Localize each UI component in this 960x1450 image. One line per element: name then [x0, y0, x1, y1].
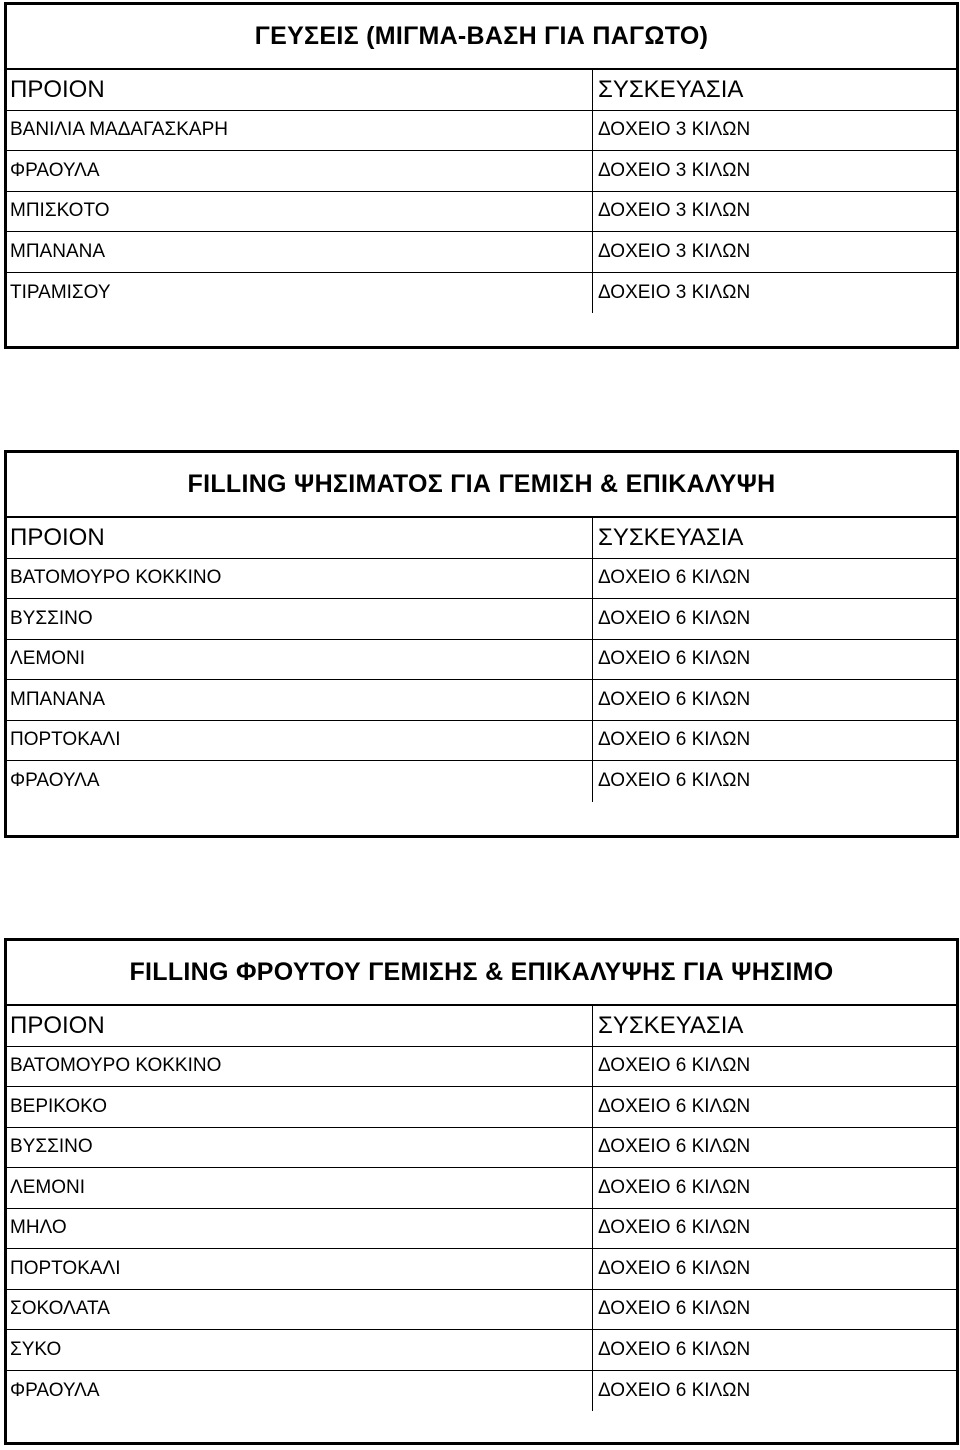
packaging-cell: ΔΟΧΕΙΟ 3 ΚΙΛΩΝ [598, 281, 751, 303]
table-row [7, 192, 956, 233]
packaging-cell: ΔΟΧΕΙΟ 6 ΚΙΛΩΝ [598, 607, 751, 629]
table-row [7, 1371, 956, 1412]
packaging-column-header: ΣΥΣΚΕΥΑΣΙΑ [598, 75, 744, 103]
table-row [7, 1087, 956, 1128]
table-row [7, 151, 956, 192]
product-table [7, 70, 956, 313]
packaging-cell: ΔΟΧΕΙΟ 6 ΚΙΛΩΝ [598, 1055, 751, 1077]
table-row [7, 1209, 956, 1250]
table-row [7, 1128, 956, 1169]
product-cell: ΜΠΑΝΑΝΑ [10, 240, 106, 262]
packaging-cell: ΔΟΧΕΙΟ 6 ΚΙΛΩΝ [598, 770, 751, 792]
product-cell: ΛΕΜΟΝΙ [10, 648, 85, 670]
table-row [7, 232, 956, 273]
column-divider [592, 70, 593, 313]
product-cell: ΤΙΡΑΜΙΣΟΥ [10, 281, 111, 303]
product-cell: ΒΥΣΣΙΝΟ [10, 1136, 93, 1158]
table-row [7, 1290, 956, 1331]
product-cell: ΦΡΑΟΥΛΑ [10, 770, 100, 792]
section-title: FILLING ΨΗΣΙΜΑΤΟΣ ΓΙΑ ΓΕΜΙΣΗ & ΕΠΙΚΑΛΥΨΗ [7, 453, 956, 518]
product-cell: ΠΟΡΤΟΚΑΛΙ [10, 729, 121, 751]
product-cell: ΜΗΛΟ [10, 1217, 67, 1239]
product-cell: ΦΡΑΟΥΛΑ [10, 1379, 100, 1401]
table-row [7, 721, 956, 762]
product-table [7, 518, 956, 802]
table-row [7, 1330, 956, 1371]
product-table [7, 1006, 956, 1411]
product-cell: ΒΕΡΙΚΟΚΟ [10, 1095, 108, 1117]
table-row [7, 761, 956, 802]
section-title: ΓΕΥΣΕΙΣ (ΜΙΓΜΑ-ΒΑΣΗ ΓΙΑ ΠΑΓΩΤΟ) [7, 5, 956, 70]
product-cell: ΛΕΜΟΝΙ [10, 1176, 85, 1198]
packaging-cell: ΔΟΧΕΙΟ 6 ΚΙΛΩΝ [598, 1095, 751, 1117]
product-cell: ΒΑΤΟΜΟΥΡΟ ΚΟΚΚΙΝΟ [10, 1055, 222, 1077]
table-row [7, 1168, 956, 1209]
packaging-cell: ΔΟΧΕΙΟ 3 ΚΙΛΩΝ [598, 119, 751, 141]
table-row [7, 1249, 956, 1290]
section-title: FILLING ΦΡΟΥΤΟΥ ΓΕΜΙΣΗΣ & ΕΠΙΚΑΛΥΨΗΣ ΓΙΑ ΨΗΣΙΜΟ [7, 941, 956, 1006]
table-row [7, 273, 956, 314]
product-cell: ΒΑΤΟΜΟΥΡΟ ΚΟΚΚΙΝΟ [10, 567, 222, 589]
product-cell: ΦΡΑΟΥΛΑ [10, 159, 100, 181]
packaging-cell: ΔΟΧΕΙΟ 6 ΚΙΛΩΝ [598, 1217, 751, 1239]
packaging-cell: ΔΟΧΕΙΟ 3 ΚΙΛΩΝ [598, 240, 751, 262]
section-ice-cream-flavors [4, 2, 959, 349]
table-row [7, 111, 956, 152]
product-cell: ΣΟΚΟΛΑΤΑ [10, 1298, 110, 1320]
packaging-cell: ΔΟΧΕΙΟ 6 ΚΙΛΩΝ [598, 567, 751, 589]
packaging-cell: ΔΟΧΕΙΟ 6 ΚΙΛΩΝ [598, 1298, 751, 1320]
packaging-cell: ΔΟΧΕΙΟ 6 ΚΙΛΩΝ [598, 1338, 751, 1360]
packaging-cell: ΔΟΧΕΙΟ 3 ΚΙΛΩΝ [598, 159, 751, 181]
product-cell: ΜΠΑΝΑΝΑ [10, 688, 106, 710]
product-cell: ΒΑΝΙΛΙΑ ΜΑΔΑΓΑΣΚΑΡΗ [10, 119, 228, 141]
product-cell: ΜΠΙΣΚΟΤΟ [10, 200, 110, 222]
packaging-cell: ΔΟΧΕΙΟ 6 ΚΙΛΩΝ [598, 1379, 751, 1401]
product-cell: ΒΥΣΣΙΝΟ [10, 607, 93, 629]
table-row [7, 559, 956, 600]
packaging-cell: ΔΟΧΕΙΟ 6 ΚΙΛΩΝ [598, 648, 751, 670]
product-column-header: ΠΡΟΙΟΝ [10, 1011, 105, 1039]
table-row [7, 680, 956, 721]
packaging-cell: ΔΟΧΕΙΟ 6 ΚΙΛΩΝ [598, 1176, 751, 1198]
packaging-cell: ΔΟΧΕΙΟ 6 ΚΙΛΩΝ [598, 1257, 751, 1279]
section-baking-filling [4, 450, 959, 838]
product-cell: ΠΟΡΤΟΚΑΛΙ [10, 1257, 121, 1279]
packaging-cell: ΔΟΧΕΙΟ 6 ΚΙΛΩΝ [598, 729, 751, 751]
table-header-row [7, 70, 956, 111]
column-divider [592, 1006, 593, 1411]
product-cell: ΣΥΚΟ [10, 1338, 62, 1360]
table-row [7, 640, 956, 681]
product-column-header: ΠΡΟΙΟΝ [10, 523, 105, 551]
packaging-column-header: ΣΥΣΚΕΥΑΣΙΑ [598, 1011, 744, 1039]
table-header-row [7, 518, 956, 559]
section-fruit-filling [4, 938, 959, 1445]
table-header-row [7, 1006, 956, 1047]
packaging-cell: ΔΟΧΕΙΟ 3 ΚΙΛΩΝ [598, 200, 751, 222]
column-divider [592, 518, 593, 802]
table-row [7, 599, 956, 640]
packaging-column-header: ΣΥΣΚΕΥΑΣΙΑ [598, 523, 744, 551]
packaging-cell: ΔΟΧΕΙΟ 6 ΚΙΛΩΝ [598, 688, 751, 710]
packaging-cell: ΔΟΧΕΙΟ 6 ΚΙΛΩΝ [598, 1136, 751, 1158]
product-column-header: ΠΡΟΙΟΝ [10, 75, 105, 103]
table-row [7, 1047, 956, 1088]
